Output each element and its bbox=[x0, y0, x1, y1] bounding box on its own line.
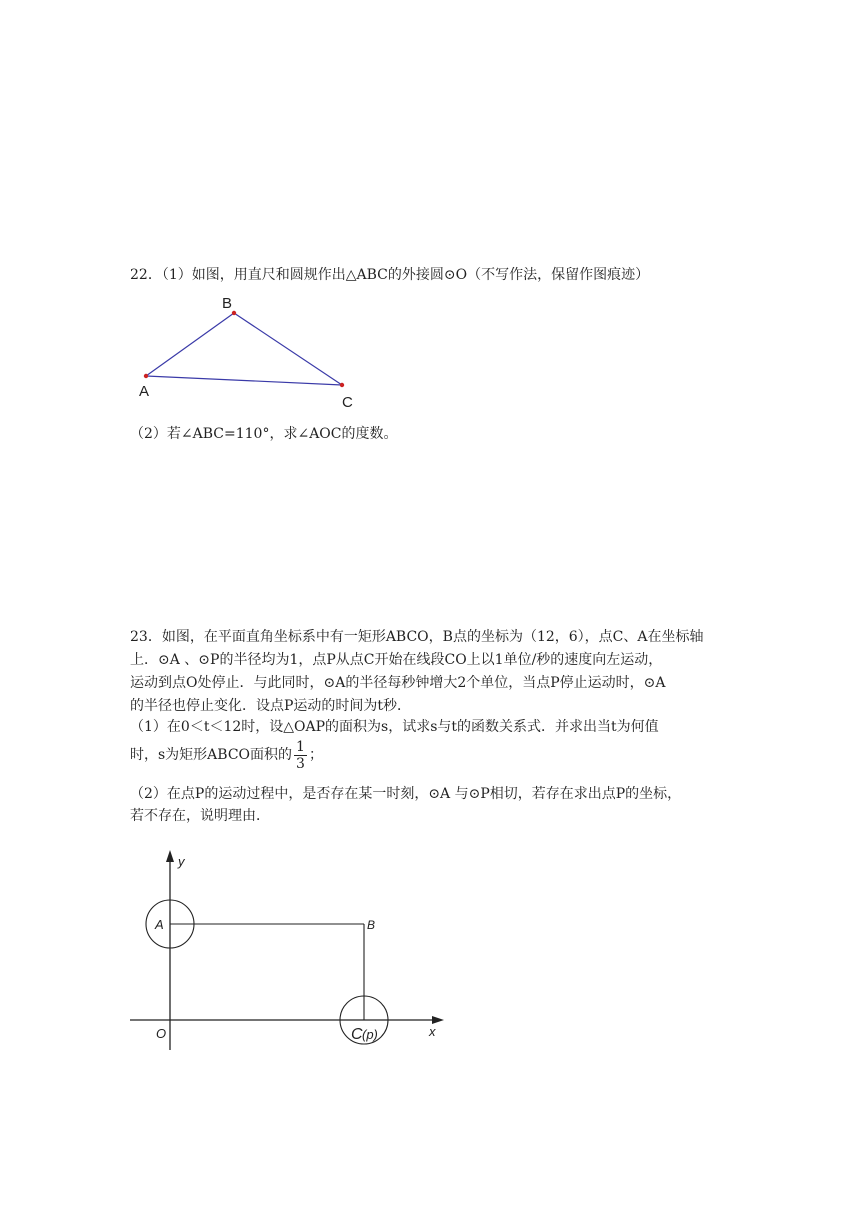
q23-line3: 运动到点O处停止．与此同时，⊙A的半径每秒钟增大2个单位，当点P停止运动时，⊙A bbox=[130, 675, 666, 691]
label-y: y bbox=[178, 854, 185, 869]
label-c: C bbox=[351, 1026, 363, 1043]
q23-line1: 23．如图，在平面直角坐标系中有一矩形ABCO，B点的坐标为（12，6），点C、A在坐标轴 bbox=[130, 629, 704, 645]
label-b: B bbox=[222, 295, 233, 312]
q23-part1-line2-pre: 时，s为矩形ABCO面积的 bbox=[130, 747, 293, 763]
label-a: A bbox=[139, 383, 150, 400]
q23-part2-line1: （2）在点P的运动过程中，是否存在某一时刻，⊙A 与⊙P相切，若存在求出点P的坐标， bbox=[130, 786, 682, 802]
label-x: x bbox=[429, 1024, 436, 1039]
q23-line4: 的半径也停止变化．设点P运动的时间为t秒． bbox=[130, 698, 412, 714]
q22-part1-text: 22．（1）如图，用直尺和圆规作出△ABC的外接圆⊙O（不写作法，保留作图痕迹） bbox=[130, 267, 650, 283]
q22-part2-text: （2）若∠ABC=110°，求∠AOC的度数。 bbox=[130, 426, 398, 442]
x-axis-arrow-icon bbox=[432, 1016, 444, 1024]
fraction-denominator: 3 bbox=[296, 755, 305, 772]
fraction-numerator: 1 bbox=[296, 738, 305, 755]
q23-part1-line2-post: ； bbox=[308, 747, 323, 763]
q23-part1-line1: （1）在0＜t＜12时，设△OAP的面积为s，试求s与t的函数关系式．并求出当t为何值 bbox=[130, 719, 659, 735]
label-o: O bbox=[156, 1026, 167, 1041]
label-p: (p) bbox=[362, 1027, 378, 1042]
y-axis-arrow-icon bbox=[166, 850, 174, 862]
q23-part2-line2: 若不存在，说明理由． bbox=[130, 808, 270, 824]
label-b: B bbox=[367, 918, 376, 932]
q23-line2: 上．⊙A 、⊙P的半径均为1，点P从点C开始在线段CO上以1单位/秒的速度向左运动， bbox=[130, 652, 663, 668]
label-a: A bbox=[155, 917, 164, 932]
label-c: C bbox=[342, 394, 353, 411]
